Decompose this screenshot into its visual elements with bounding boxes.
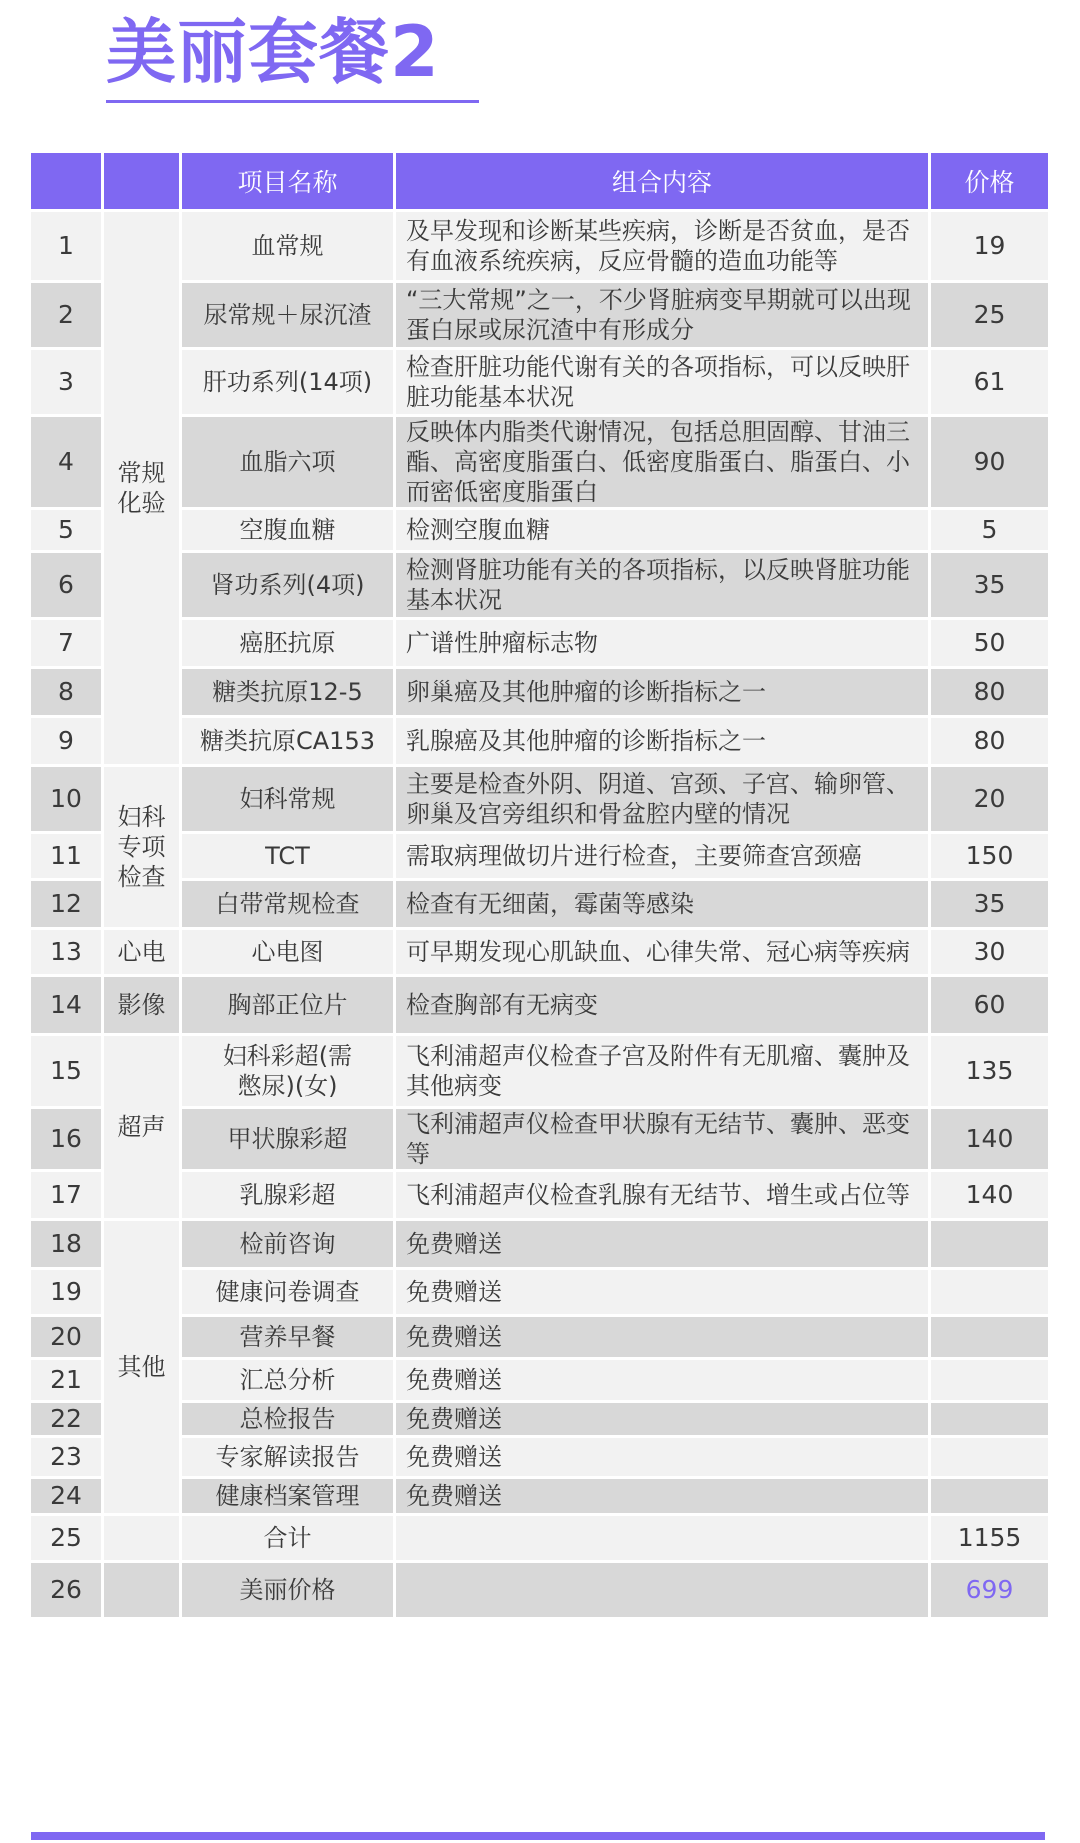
table-row: [31, 212, 1048, 280]
row-num: 21: [31, 1360, 101, 1400]
row-num: 25: [31, 1516, 101, 1560]
header-item: 项目名称: [182, 153, 393, 209]
row-desc: 及早发现和诊断某些疾病，诊断是否贫血，是否有血液系统疾病，反应骨髓的造血功能等: [396, 212, 928, 280]
row-desc: 需取病理做切片进行检查，主要筛查宫颈癌: [396, 834, 928, 878]
bottom-accent-bar: [31, 1832, 1045, 1840]
row-num: 8: [31, 669, 101, 715]
table-row: [31, 620, 1048, 666]
row-desc: 检查有无细菌，霉菌等感染: [396, 881, 928, 927]
row-num: 13: [31, 930, 101, 974]
table-row: [31, 1109, 1048, 1169]
row-desc: 免费赠送: [396, 1438, 928, 1476]
table-row: [31, 417, 1048, 507]
header-row: [31, 153, 1048, 209]
row-price: 60: [931, 977, 1048, 1033]
row-desc: 免费赠送: [396, 1317, 928, 1357]
row-price: 80: [931, 718, 1048, 764]
row-price: 140: [931, 1172, 1048, 1218]
row-item: 血常规: [182, 212, 393, 280]
row-item: 糖类抗原CA153: [182, 718, 393, 764]
category-cell: 超声: [104, 1036, 179, 1218]
row-item: TCT: [182, 834, 393, 878]
row-item: 肾功系列(4项): [182, 553, 393, 617]
header-num: [31, 153, 101, 209]
table-row: [31, 930, 1048, 974]
row-desc: “三大常规”之一，不少肾脏病变早期就可以出现蛋白尿或尿沉渣中有形成分: [396, 283, 928, 347]
special-price: 699: [931, 1563, 1048, 1617]
row-num: 10: [31, 767, 101, 831]
table-row: [31, 1438, 1048, 1476]
row-desc: 飞利浦超声仪检查子宫及附件有无肌瘤、囊肿及其他病变: [396, 1036, 928, 1106]
table-row: [31, 767, 1048, 831]
header-content: 组合内容: [396, 153, 928, 209]
page-title: 美丽套餐2: [106, 11, 440, 93]
table-row: [31, 1036, 1048, 1106]
row-num: 17: [31, 1172, 101, 1218]
package-table: [28, 150, 1051, 1620]
row-desc: 免费赠送: [396, 1479, 928, 1513]
row-item: 糖类抗原12-5: [182, 669, 393, 715]
row-desc: 主要是检查外阴、阴道、宫颈、子宫、输卵管、卵巢及宫旁组织和骨盆腔内壁的情况: [396, 767, 928, 831]
row-item: 健康问卷调查: [182, 1270, 393, 1314]
category-cell-empty: [104, 1563, 179, 1617]
row-num: 23: [31, 1438, 101, 1476]
row-item: 空腹血糖: [182, 510, 393, 550]
row-num: 9: [31, 718, 101, 764]
table-row: [31, 1360, 1048, 1400]
table-row: [31, 1172, 1048, 1218]
table-row: [31, 669, 1048, 715]
row-num: 15: [31, 1036, 101, 1106]
row-item: 专家解读报告: [182, 1438, 393, 1476]
row-desc: 检查肝脏功能代谢有关的各项指标，可以反映肝脏功能基本状况: [396, 350, 928, 414]
table-row: [31, 977, 1048, 1033]
category-cell: 心电: [104, 930, 179, 974]
table-row: [31, 1479, 1048, 1513]
row-price: 140: [931, 1109, 1048, 1169]
row-price: [931, 1360, 1048, 1400]
table-row: [31, 881, 1048, 927]
table-row: [31, 1403, 1048, 1435]
category-cell: 影像: [104, 977, 179, 1033]
row-price: [931, 1317, 1048, 1357]
row-price: 20: [931, 767, 1048, 831]
row-item: 胸部正位片: [182, 977, 393, 1033]
row-num: 11: [31, 834, 101, 878]
table-row: [31, 510, 1048, 550]
table-row: [31, 1317, 1048, 1357]
row-item: 妇科彩超(需憋尿)(女): [182, 1036, 393, 1106]
row-item: 甲状腺彩超: [182, 1109, 393, 1169]
row-num: 1: [31, 212, 101, 280]
row-item: 癌胚抗原: [182, 620, 393, 666]
row-price: 30: [931, 930, 1048, 974]
row-desc: 免费赠送: [396, 1221, 928, 1267]
row-price: [931, 1479, 1048, 1513]
row-desc: 免费赠送: [396, 1270, 928, 1314]
row-num: 19: [31, 1270, 101, 1314]
total-desc: [396, 1516, 928, 1560]
row-num: 22: [31, 1403, 101, 1435]
row-price: [931, 1438, 1048, 1476]
row-num: 16: [31, 1109, 101, 1169]
row-item: 营养早餐: [182, 1317, 393, 1357]
row-price: 5: [931, 510, 1048, 550]
row-num: 14: [31, 977, 101, 1033]
row-item: 总检报告: [182, 1403, 393, 1435]
row-desc: 检测空腹血糖: [396, 510, 928, 550]
category-cell: 常规化验: [104, 212, 179, 764]
total-label: 合计: [182, 1516, 393, 1560]
row-price: 25: [931, 283, 1048, 347]
row-desc: 广谱性肿瘤标志物: [396, 620, 928, 666]
row-num: 6: [31, 553, 101, 617]
row-item: 乳腺彩超: [182, 1172, 393, 1218]
row-price: [931, 1270, 1048, 1314]
table-row: [31, 718, 1048, 764]
row-num: 7: [31, 620, 101, 666]
row-desc: 反映体内脂类代谢情况，包括总胆固醇、甘油三酯、高密度脂蛋白、低密度脂蛋白、脂蛋白、小而密低密度脂蛋白: [396, 417, 928, 507]
row-price: 150: [931, 834, 1048, 878]
row-price: 50: [931, 620, 1048, 666]
total-price: 1155: [931, 1516, 1048, 1560]
row-price: [931, 1403, 1048, 1435]
row-desc: 乳腺癌及其他肿瘤的诊断指标之一: [396, 718, 928, 764]
row-item: 妇科常规: [182, 767, 393, 831]
table-row: [31, 283, 1048, 347]
row-price: 19: [931, 212, 1048, 280]
row-price: 35: [931, 881, 1048, 927]
row-desc: 飞利浦超声仪检查甲状腺有无结节、囊肿、恶变等: [396, 1109, 928, 1169]
row-item: 肝功系列(14项): [182, 350, 393, 414]
header-price: 价格: [931, 153, 1048, 209]
row-item: 汇总分析: [182, 1360, 393, 1400]
row-num: 24: [31, 1479, 101, 1513]
table-row: [31, 1270, 1048, 1314]
row-num: 26: [31, 1563, 101, 1617]
row-num: 20: [31, 1317, 101, 1357]
total-row: [31, 1516, 1048, 1560]
row-item: 白带常规检查: [182, 881, 393, 927]
row-item: 血脂六项: [182, 417, 393, 507]
category-cell: 妇科专项检查: [104, 767, 179, 927]
header-category: [104, 153, 179, 209]
row-desc: 免费赠送: [396, 1403, 928, 1435]
row-price: [931, 1221, 1048, 1267]
row-desc: 可早期发现心肌缺血、心律失常、冠心病等疾病: [396, 930, 928, 974]
category-cell: 其他: [104, 1221, 179, 1513]
table-row: [31, 553, 1048, 617]
row-desc: 免费赠送: [396, 1360, 928, 1400]
special-label: 美丽价格: [182, 1563, 393, 1617]
row-num: 12: [31, 881, 101, 927]
row-item: 尿常规＋尿沉渣: [182, 283, 393, 347]
table-row: [31, 1221, 1048, 1267]
row-price: 80: [931, 669, 1048, 715]
row-item: 健康档案管理: [182, 1479, 393, 1513]
row-num: 2: [31, 283, 101, 347]
row-num: 5: [31, 510, 101, 550]
row-num: 3: [31, 350, 101, 414]
row-num: 18: [31, 1221, 101, 1267]
row-price: 35: [931, 553, 1048, 617]
row-desc: 检查胸部有无病变: [396, 977, 928, 1033]
special-desc: [396, 1563, 928, 1617]
row-price: 90: [931, 417, 1048, 507]
row-desc: 卵巢癌及其他肿瘤的诊断指标之一: [396, 669, 928, 715]
row-item: 检前咨询: [182, 1221, 393, 1267]
table-row: [31, 350, 1048, 414]
row-desc: 飞利浦超声仪检查乳腺有无结节、增生或占位等: [396, 1172, 928, 1218]
special-price-row: [31, 1563, 1048, 1617]
row-price: 135: [931, 1036, 1048, 1106]
row-desc: 检测肾脏功能有关的各项指标，以反映肾脏功能基本状况: [396, 553, 928, 617]
table-row: [31, 834, 1048, 878]
row-item: 心电图: [182, 930, 393, 974]
row-price: 61: [931, 350, 1048, 414]
title-underline: [106, 100, 479, 103]
category-cell-empty: [104, 1516, 179, 1560]
row-num: 4: [31, 417, 101, 507]
